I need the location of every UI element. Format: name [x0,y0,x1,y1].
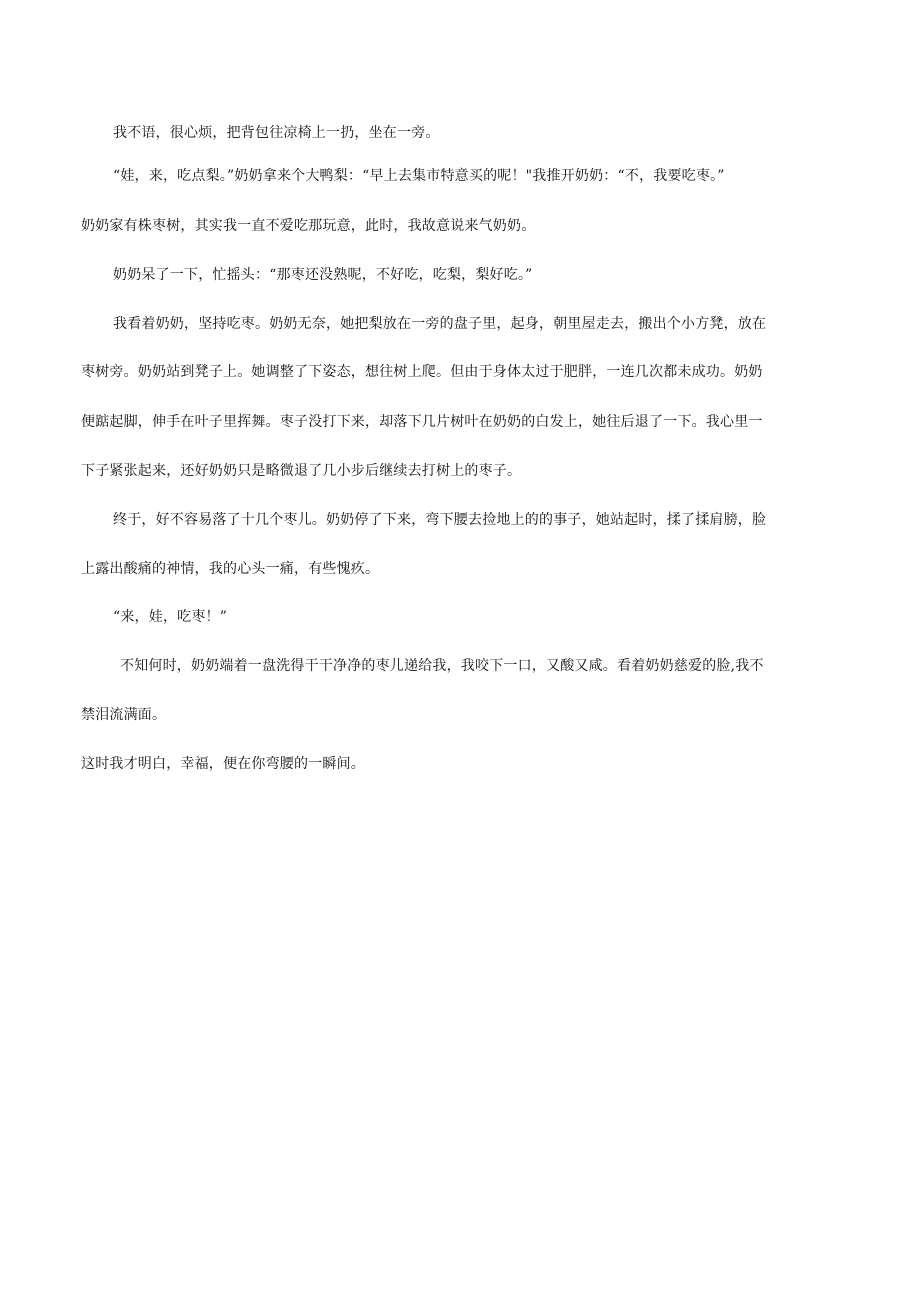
text-line: 不知何时，奶奶端着一盘洗得干干净净的枣儿递给我，我咬下一口，又酸又咸。看着奶奶慈爱的脸,我不 [120,658,764,674]
text-line: 奶奶家有株枣树，其实我一直不爱吃那玩意，此时，我故意说来气奶奶。 [81,218,536,234]
text-line: “来，娃，吃枣！” [113,609,228,625]
text-line: 枣树旁。奶奶站到凳子上。她调整了下姿态，想往树上爬。但由于身体太过于肥胖，一连几次都未成功。奶奶 [81,364,763,380]
text-line: 我看着奶奶，坚持吃枣。奶奶无奈，她把梨放在一旁的盘子里，起身，朝里屋走去，搬出个小方凳，放在 [113,316,767,332]
text-line: 下子紧张起来，还好奶奶只是略微退了几小步后继续去打树上的枣子。 [81,463,522,479]
text-line: 我不语，很心烦，把背包往凉椅上一扔，坐在一旁。 [113,125,440,141]
text-line: “娃，来，吃点梨。”奶奶拿来个大鸭梨：“早上去集市特意买的呢！"我推开奶奶：“不，我要吃枣。” [113,168,725,184]
text-line: 便踮起脚，伸手在叶子里挥舞。枣子没打下来，却落下几片树叶在奶奶的白发上，她往后退了一下。我心里一 [81,414,763,430]
text-line: 这时我才明白，幸福，便在你弯腰的一瞬间。 [81,756,365,772]
text-line: 奶奶呆了一下，忙摇头：“那枣还没熟呢，不好吃，吃梨，梨好吃。” [113,267,533,283]
text-line: 终于，好不容易落了十几个枣儿。奶奶停了下来，弯下腰去捡地上的的事子，她站起时，揉了揉肩膀，脸 [113,512,767,528]
text-line: 上露出酸痛的神情，我的心头一痛，有些愧疚。 [81,561,380,577]
text-line: 禁泪流满面。 [81,707,167,723]
